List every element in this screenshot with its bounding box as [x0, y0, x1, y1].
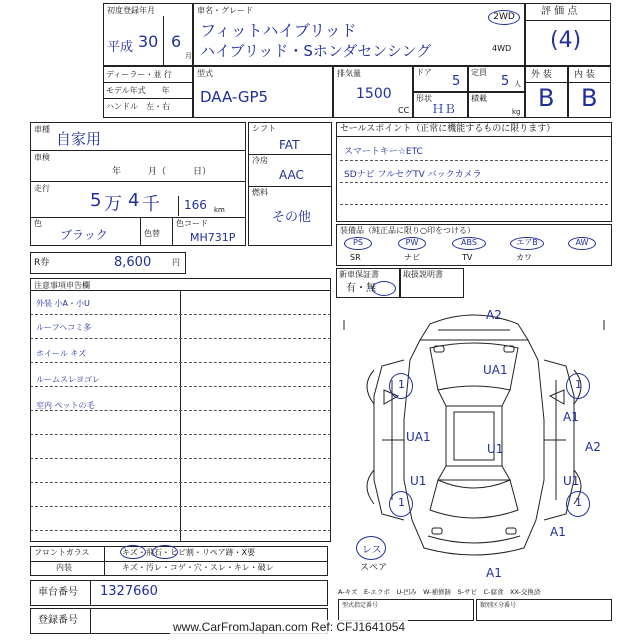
- chassis-number: 1327660: [100, 584, 158, 599]
- handle-label: ハンドル 左・右: [106, 102, 170, 111]
- note-line-1: 外装 小A・小U: [36, 299, 90, 308]
- inspection-label: 車検: [34, 153, 50, 162]
- wheel-fr-mark: 1: [575, 378, 582, 391]
- equipment-sr: SR: [350, 253, 361, 262]
- watermark: www.CarFromJapan.com Ref: CFJ1641054: [170, 620, 408, 634]
- inspection: 年 月（ 日）: [112, 167, 212, 177]
- drive-4wd: 4WD: [492, 44, 512, 53]
- load-label: 積載: [471, 94, 487, 103]
- shift: FAT: [279, 138, 300, 152]
- shape-label: 形状: [416, 94, 432, 103]
- capacity-label: 定員: [471, 68, 487, 77]
- equipment-airbag: エアB: [510, 237, 544, 250]
- grade: ハイブリッド・Sホンダセンシング: [200, 42, 432, 60]
- car-name: フィットハイブリッド: [200, 21, 357, 40]
- mark-right-side2: A2: [585, 440, 601, 454]
- mileage-sen: 4: [128, 190, 140, 211]
- dealer-label: ディーラー・並 行: [106, 70, 172, 79]
- doors: 5: [452, 74, 461, 89]
- equipment-aw: AW: [568, 237, 596, 250]
- era: 平成: [107, 40, 134, 55]
- type: 自家用: [56, 130, 102, 148]
- note-line-5: 室内 ペットの毛: [36, 401, 95, 410]
- mark-right-bottom: U1: [563, 474, 580, 488]
- reg-label: 登録番号: [38, 615, 78, 626]
- notes-label: 注意事項申告欄: [34, 281, 90, 290]
- exterior: B: [538, 84, 555, 112]
- km-unit: km: [214, 206, 225, 214]
- mark-left-top: UA1: [406, 430, 431, 444]
- equipment-navi: ナビ: [404, 253, 420, 262]
- model-sign-label: 型式指定番号: [342, 602, 379, 609]
- equipment-ps: PS: [344, 237, 372, 250]
- note-line-4: ルームスレヨゴレ: [36, 375, 100, 384]
- model: DAA-GP5: [200, 88, 269, 106]
- equipment-leather: カワ: [516, 253, 532, 262]
- displacement: 1500: [356, 86, 392, 102]
- exterior-label: 外 装: [531, 70, 552, 80]
- equipment-abs: ABS: [452, 237, 486, 250]
- recycle-unit: 円: [172, 258, 180, 267]
- mileage-exact: 166: [184, 198, 207, 212]
- chassis-label: 車台番号: [38, 587, 78, 598]
- equipment-label: 装備品（純正品に限り○印をつける）: [340, 226, 475, 235]
- interior-label: 内 装: [574, 70, 595, 80]
- mark-hood: U1: [487, 442, 504, 456]
- month: 6: [171, 32, 182, 51]
- ac: AAC: [279, 168, 304, 182]
- legend: A-キズ E-エクボ U-凹み W-補修跡 S-サビ C-腐食 XX-交換済: [338, 588, 541, 596]
- interior-cond-label: 内装: [56, 563, 72, 572]
- warranty-circle: [372, 281, 396, 296]
- capacity: 5: [501, 74, 510, 89]
- mileage-label: 走行: [34, 184, 50, 193]
- mark-right-side1: A1: [563, 410, 579, 424]
- mileage-man: 5: [90, 190, 102, 211]
- equipment-pw: PW: [398, 237, 426, 250]
- month-unit: 月: [185, 52, 192, 60]
- wheel-rl-mark: 1: [398, 496, 405, 509]
- mileage-man-unit: 万: [104, 194, 122, 215]
- mark-rear: A1: [486, 566, 502, 580]
- capacity-unit: 人: [514, 80, 521, 88]
- type-label: 車種: [34, 125, 50, 134]
- car-name-label: 車名・グレード: [197, 6, 253, 15]
- displacement-label: 排気量: [337, 69, 361, 78]
- color-label: 色: [34, 219, 42, 228]
- recycle-label: R券: [34, 258, 50, 268]
- front-glass-label: フロントガラス: [34, 548, 90, 557]
- cc-unit: CC: [398, 106, 410, 115]
- cat-label: 類別区分番号: [480, 602, 517, 609]
- color: ブラック: [60, 228, 108, 242]
- score-label: 評 価 点: [541, 6, 578, 17]
- year: 30: [138, 32, 159, 51]
- first-reg-label: 初度登録年月: [107, 6, 155, 15]
- wheel-rr-mark: 1: [575, 496, 582, 509]
- ac-label: 冷房: [252, 156, 268, 165]
- doors-label: ドア: [416, 68, 432, 77]
- warranty-value: 有・無: [346, 283, 376, 294]
- glass-chip-circle: [152, 545, 178, 559]
- equipment-tv: TV: [462, 253, 473, 262]
- front-glass-value: キズ・飛石・ヒビ割・リペア跡・X要: [122, 548, 256, 557]
- note-line-2: ルーフヘコミ多: [36, 323, 92, 332]
- selling-point-1: スマートキー☆ETC: [344, 147, 423, 157]
- note-line-3: ホイール キズ: [36, 349, 87, 358]
- shift-label: シフト: [252, 124, 276, 133]
- load-unit: kg: [512, 108, 521, 116]
- spare-text: スペア: [360, 563, 388, 573]
- selling-point-2: SDナビ フルセグTV バックカメラ: [344, 170, 482, 180]
- fuel: その他: [272, 210, 312, 225]
- wheel-fl-mark: 1: [398, 378, 405, 391]
- color-code: MH731P: [190, 231, 236, 244]
- mileage-sen-unit: 千: [142, 194, 160, 215]
- manual-label: 取扱説明書: [403, 270, 443, 279]
- mark-roof: UA1: [483, 363, 508, 377]
- glass-scratch-circle: [120, 545, 146, 559]
- drive-2wd: 2WD: [488, 10, 520, 25]
- interior: B: [581, 84, 598, 112]
- score: (4): [550, 28, 582, 53]
- model-year-label: モデル年式 年: [106, 86, 170, 95]
- selling-points-label: セールスポイント（正常に機能するものに限ります）: [340, 124, 556, 134]
- paint-label: 色替: [144, 229, 160, 238]
- model-label: 型式: [197, 69, 213, 78]
- color-code-label: 色コード: [176, 219, 208, 228]
- recycle-box: [30, 252, 186, 274]
- recycle-value: 8,600: [114, 255, 152, 270]
- shape: ＨＢ: [432, 102, 457, 116]
- spare-mark: レス: [362, 545, 382, 556]
- mark-left-bottom: U1: [410, 474, 427, 488]
- warranty-label: 新車保証書: [339, 270, 379, 279]
- mark-rear-right: A1: [550, 525, 566, 539]
- mark-front: A2: [486, 308, 502, 322]
- interior-cond-value: キズ・汚レ・コゲ・穴・スレ・キレ・破レ: [122, 563, 274, 572]
- fuel-label: 燃料: [252, 188, 268, 197]
